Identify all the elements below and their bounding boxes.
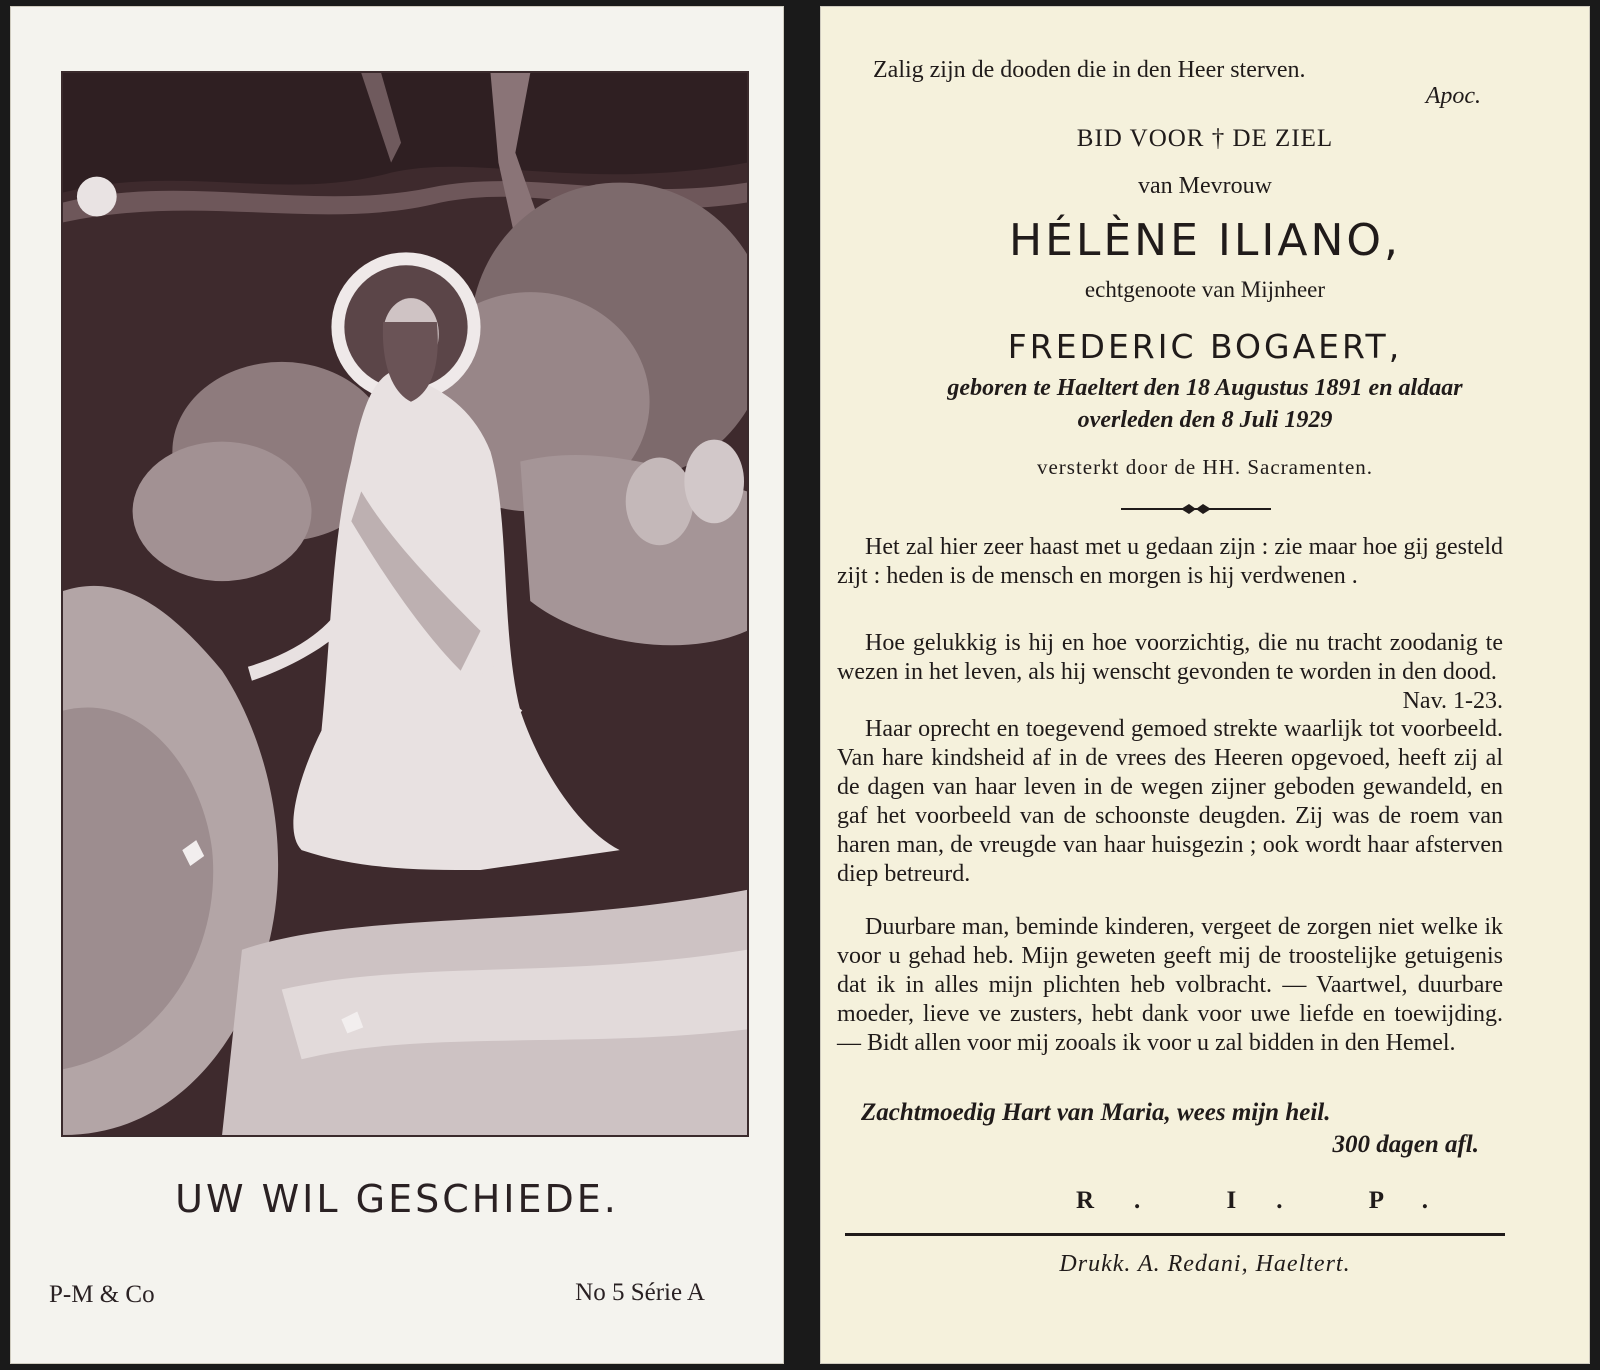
death-line: overleden den 8 Juli 1929	[1077, 407, 1333, 433]
sacraments-line: versterkt door de HH. Sacramenten.	[1036, 455, 1374, 479]
paragraph-4: Duurbare man, beminde kinderen, vergeet de zorgen niet welke ik voor u gehad heb. Mijn geweten geeft mij de troostelijke getuigenis dat ik in alles mijn plichten heb volbracht. — Vaartwel, duurbare moeder, lieve ve zusters, hebt dank voor uwe liefde en toewijding. — Bidt allen voor mij zooals ik voor u zal bidden in den Hemel.	[837, 914, 1503, 1056]
closing-prayer: Zachtmoedig Hart van Maria, wees mijn heil.	[861, 1099, 1331, 1126]
spouse-intro: echtgenoote van Mijnheer	[1084, 277, 1326, 302]
series-number: No 5 Série A	[575, 1279, 705, 1306]
gethsemane-illustration	[61, 71, 749, 1137]
paragraph-3: Haar oprecht en toegevend gemoed strekte waarlijk tot voorbeeld. Van hare kindsheid af in de vrees des Heeren opgevoed, heeft zij al de dagen van haar leven in de wegen zijner geboden gewandeld, en gaf het voorbeeld van de schoonste deugden. Zij was de roem van haren man, de vreugde van haar huisgezin ; ook wordt haar afsterven diep betreurd.	[837, 716, 1503, 887]
paragraph-2	[837, 629, 1503, 716]
divider-ornament-icon	[1121, 504, 1271, 514]
motto-source: Apoc.	[1425, 83, 1481, 109]
paragraph-2-reference: Nav. 1-23.	[1402, 688, 1503, 714]
prayer-request: BID VOOR † DE ZIEL	[1076, 125, 1334, 152]
scripture-motto: Zalig zijn de dooden die in den Heer sterven.	[873, 57, 1306, 83]
paragraph-2-text: Hoe gelukkig is hij en hoe voorzichtig, die nu tracht zoodanig te wezen in het leven, als hij wenscht gevonden te worden in den dood.	[837, 630, 1503, 685]
printer-imprint: Drukk. A. Redani, Haeltert.	[1059, 1251, 1351, 1277]
birth-line: geboren te Haeltert den 18 Augustus 1891 en aldaar	[947, 375, 1463, 401]
memorial-text-card	[820, 6, 1590, 1364]
bottom-rule	[845, 1233, 1505, 1236]
deceased-name: HÉLÈNE ILIANO,	[1008, 215, 1401, 266]
paragraph-1: Het zal hier zeer haast met u gedaan zijn : zie maar hoe gij gesteld zijt : heden is de mensch en morgen is hij verdwenen .	[837, 534, 1503, 589]
rip-line: R. I. P.	[1076, 1187, 1469, 1214]
publisher-mark: P-M & Co	[49, 1281, 155, 1308]
spouse-name: FREDERIC BOGAERT,	[1007, 327, 1403, 366]
holy-picture-front	[10, 6, 784, 1364]
indulgence-note: 300 dagen afl.	[1332, 1131, 1479, 1158]
picture-caption: UW WIL GESCHIEDE.	[175, 1177, 619, 1221]
title-line: van Mevrouw	[1138, 173, 1272, 199]
